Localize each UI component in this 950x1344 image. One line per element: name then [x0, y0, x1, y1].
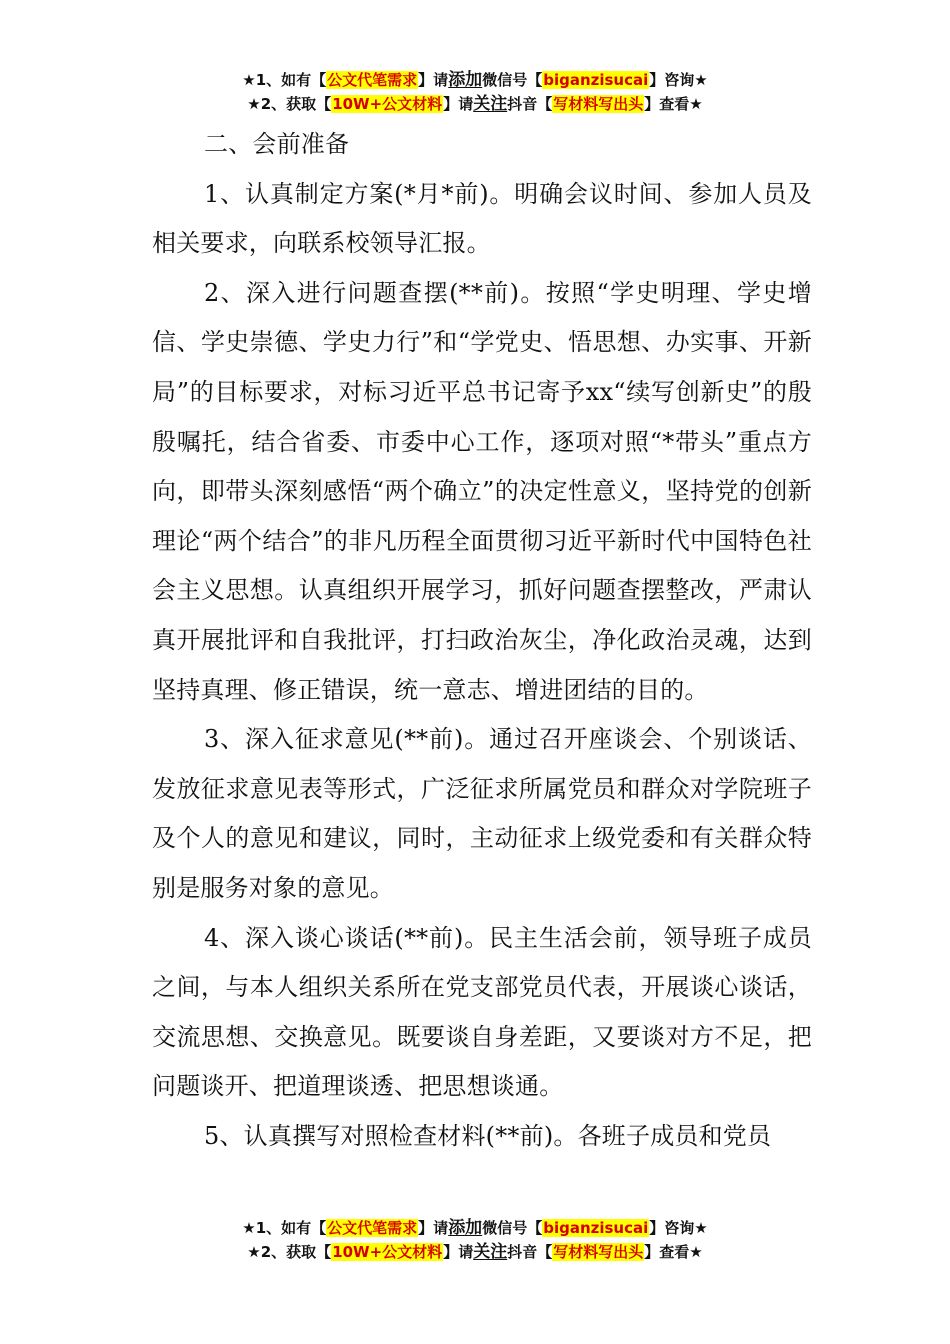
promo-highlight: 10W+公文材料 — [332, 1243, 443, 1261]
promo-banner-bottom — [0, 1216, 950, 1264]
promo-text: 】请 — [443, 1243, 474, 1261]
promo-text: 2、获取【 — [260, 95, 332, 113]
promo-highlight-wechat: biganzisucai — [543, 71, 649, 89]
promo-emphasis: 添加 — [448, 1218, 483, 1238]
promo-highlight: 公文代笔需求 — [327, 1219, 418, 1237]
paragraph-4: 4、深入谈心谈话(**前)。民主生活会前，领导班子成员之间，与本人组织关系所在党支部党员代表，开展谈心谈话，交流思想、交换意见。既要谈自身差距，又要谈对方不足，把问题谈开、把道理谈透、把思想谈通。 — [152, 923, 812, 1101]
promo-line-1 — [0, 68, 950, 92]
promo-text: 】请 — [418, 1219, 449, 1237]
star-icon: ★ — [694, 1219, 708, 1237]
promo-text: 】查看 — [644, 1243, 690, 1261]
promo-text: 微信号【 — [482, 1219, 543, 1237]
promo-emphasis: 关注 — [473, 94, 508, 114]
promo-emphasis: 添加 — [448, 70, 483, 90]
promo-highlight-douyin: 写材料写出头 — [553, 95, 644, 113]
promo-text: 】请 — [418, 71, 449, 89]
promo-text: 】咨询 — [649, 1219, 695, 1237]
promo-highlight: 10W+公文材料 — [332, 95, 443, 113]
promo-text: 抖音【 — [507, 1243, 553, 1261]
promo-line-2 — [0, 92, 950, 116]
paragraph-1: 1、认真制定方案(*月*前)。明确会议时间、参加人员及相关要求，向联系校领导汇报。 — [152, 179, 812, 258]
promo-line-2 — [0, 1240, 950, 1264]
promo-text: 微信号【 — [482, 71, 543, 89]
promo-emphasis: 关注 — [473, 1242, 508, 1262]
promo-text: 】查看 — [644, 95, 690, 113]
paragraph-2: 2、深入进行问题查摆(**前)。按照“学史明理、学史增信、学史崇德、学史力行”和“学党史、悟思想、办实事、开新局”的目标要求，对标习近平总书记寄予xx“续写创新史”的殷殷嘱托，结合省委、市委中心工作，逐项对照“*带头”重点方向，即带头深刻感悟“两个确立”的决定性意义，坚持党的创新理论“两个结合”的非凡历程全面贯彻习近平新时代中国特色社会主义思想。认真组织开展学习，抓好问题查摆整改，严肃认真开展批评和自我批评，打扫政治灰尘，净化政治灵魂，达到坚持真理、修正错误，统一意志、增进团结的目的。 — [152, 278, 812, 704]
promo-text: 1、如有【 — [255, 71, 327, 89]
paragraph-3: 3、深入征求意见(**前)。通过召开座谈会、个别谈话、发放征求意见表等形式，广泛征求所属党员和群众对学院班子及个人的意见和建议，同时，主动征求上级党委和有关群众特别是服务对象的意见。 — [152, 725, 812, 902]
document-body — [152, 120, 812, 1161]
promo-text: 】请 — [443, 95, 474, 113]
promo-text: 】咨询 — [649, 71, 695, 89]
star-icon: ★ — [247, 1243, 261, 1261]
star-icon: ★ — [694, 71, 708, 89]
star-icon: ★ — [247, 95, 261, 113]
star-icon: ★ — [242, 71, 256, 89]
paragraph-5: 5、认真撰写对照检查材料(**前)。各班子成员和党员 — [204, 1121, 772, 1150]
promo-line-1 — [0, 1216, 950, 1240]
promo-highlight-wechat: biganzisucai — [543, 1219, 649, 1237]
promo-highlight: 公文代笔需求 — [327, 71, 418, 89]
star-icon: ★ — [242, 1219, 256, 1237]
promo-text: 抖音【 — [507, 95, 553, 113]
promo-highlight-douyin: 写材料写出头 — [553, 1243, 644, 1261]
star-icon: ★ — [689, 95, 703, 113]
promo-text: 2、获取【 — [260, 1243, 332, 1261]
promo-banner-top — [0, 68, 950, 116]
section-heading: 二、会前准备 — [204, 130, 350, 158]
star-icon: ★ — [689, 1243, 703, 1261]
promo-text: 1、如有【 — [255, 1219, 327, 1237]
